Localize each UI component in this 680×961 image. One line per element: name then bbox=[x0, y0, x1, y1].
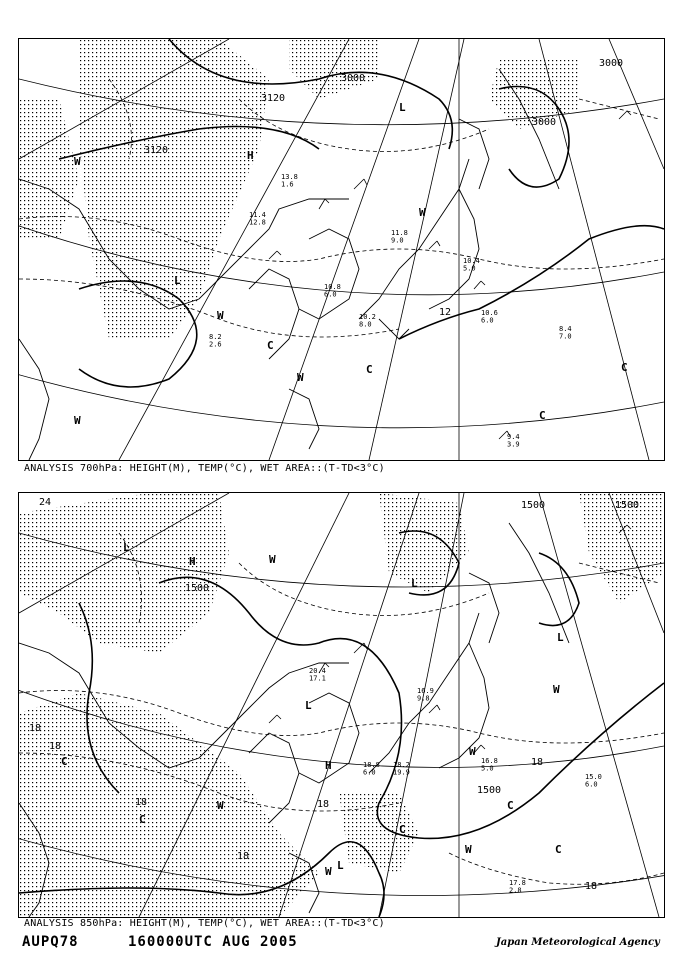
station-value: 11.8 9.0 bbox=[391, 229, 408, 245]
system-marker: W bbox=[297, 371, 304, 384]
contour-label: 18 bbox=[531, 757, 544, 768]
system-marker: L bbox=[337, 859, 344, 872]
agency-name: Japan Meteorological Agency bbox=[496, 937, 660, 948]
map-850hpa bbox=[19, 493, 664, 917]
contour-label: 18 bbox=[29, 723, 42, 734]
system-marker: C bbox=[621, 361, 628, 374]
station-value: 18.8 6.0 bbox=[363, 761, 380, 777]
contour-label: 3000 bbox=[341, 73, 366, 84]
contour-label: 3000 bbox=[599, 58, 624, 69]
contour-label: 1500 bbox=[185, 583, 210, 594]
contour-label: 1500 bbox=[521, 500, 546, 511]
station-value: 10.2 8.0 bbox=[359, 313, 376, 329]
station-value: 16.8 5.0 bbox=[481, 757, 498, 773]
analysis-time: 160000UTC AUG 2005 bbox=[128, 934, 298, 950]
station-value: 10.8 6.0 bbox=[324, 283, 341, 299]
contour-label: 18 bbox=[49, 741, 62, 752]
station-value: 20.4 17.1 bbox=[309, 667, 326, 683]
contour-label: 18 bbox=[237, 851, 250, 862]
system-marker: C bbox=[539, 409, 546, 422]
station-value: 8.2 2.6 bbox=[209, 333, 222, 349]
system-marker: H bbox=[189, 555, 196, 568]
station-value: 10.6 6.0 bbox=[481, 309, 498, 325]
station-value: 8.4 7.0 bbox=[559, 325, 572, 341]
system-marker: C bbox=[399, 823, 406, 836]
station-value: 18.2 19.9 bbox=[393, 761, 410, 777]
system-marker: H bbox=[247, 149, 254, 162]
map-panel-850hpa bbox=[18, 492, 665, 918]
contour-label: 3120 bbox=[144, 145, 169, 156]
system-marker: W bbox=[217, 799, 224, 812]
system-marker: W bbox=[553, 683, 560, 696]
system-marker: W bbox=[74, 155, 81, 168]
contour-label: 3000 bbox=[532, 117, 557, 128]
caption-700hpa: ANALYSIS 700hPa: HEIGHT(M), TEMP(°C), WET AREA::(T-TD<3°C) bbox=[24, 463, 385, 474]
system-marker: W bbox=[217, 309, 224, 322]
system-marker: L bbox=[123, 541, 130, 554]
contour-label: 18 bbox=[135, 797, 148, 808]
system-marker: W bbox=[325, 865, 332, 878]
system-marker: C bbox=[267, 339, 274, 352]
contour-label: 1500 bbox=[477, 785, 502, 796]
system-marker: C bbox=[555, 843, 562, 856]
wet-area-shading bbox=[19, 39, 579, 339]
system-marker: W bbox=[465, 843, 472, 856]
map-700hpa bbox=[19, 39, 664, 460]
station-value: 17.8 2.8 bbox=[509, 879, 526, 895]
contour-label: 12 bbox=[439, 307, 452, 318]
station-value: 16.9 9.8 bbox=[417, 687, 434, 703]
station-value: 15.0 6.0 bbox=[585, 773, 602, 789]
contour-label: 18 bbox=[317, 799, 330, 810]
contour-label: 3120 bbox=[261, 93, 286, 104]
system-marker: L bbox=[557, 631, 564, 644]
system-marker: W bbox=[419, 206, 426, 219]
chart-code: AUPQ78 bbox=[22, 934, 79, 950]
station-value: 9.4 3.9 bbox=[507, 433, 520, 449]
system-marker: H bbox=[325, 759, 332, 772]
system-marker: C bbox=[507, 799, 514, 812]
station-value: 11.4 12.8 bbox=[249, 211, 266, 227]
system-marker: C bbox=[139, 813, 146, 826]
station-value: 10.4 5.0 bbox=[463, 257, 480, 273]
system-marker: W bbox=[74, 414, 81, 427]
contour-label: 24 bbox=[39, 497, 52, 508]
system-marker: L bbox=[399, 101, 406, 114]
contour-label: 18 bbox=[585, 881, 598, 892]
system-marker: L bbox=[305, 699, 312, 712]
caption-850hpa: ANALYSIS 850hPa: HEIGHT(M), TEMP(°C), WET AREA::(T-TD<3°C) bbox=[24, 918, 385, 929]
system-marker: L bbox=[174, 274, 181, 287]
contour-label: 1500 bbox=[615, 500, 640, 511]
map-panel-700hpa bbox=[18, 38, 665, 461]
system-marker: W bbox=[469, 745, 476, 758]
wind-barbs bbox=[269, 111, 631, 439]
system-marker: W bbox=[269, 553, 276, 566]
system-marker: C bbox=[366, 363, 373, 376]
station-plots bbox=[209, 173, 572, 449]
system-marker: C bbox=[61, 755, 68, 768]
station-value: 13.8 1.6 bbox=[281, 173, 298, 189]
system-marker: L bbox=[411, 577, 418, 590]
